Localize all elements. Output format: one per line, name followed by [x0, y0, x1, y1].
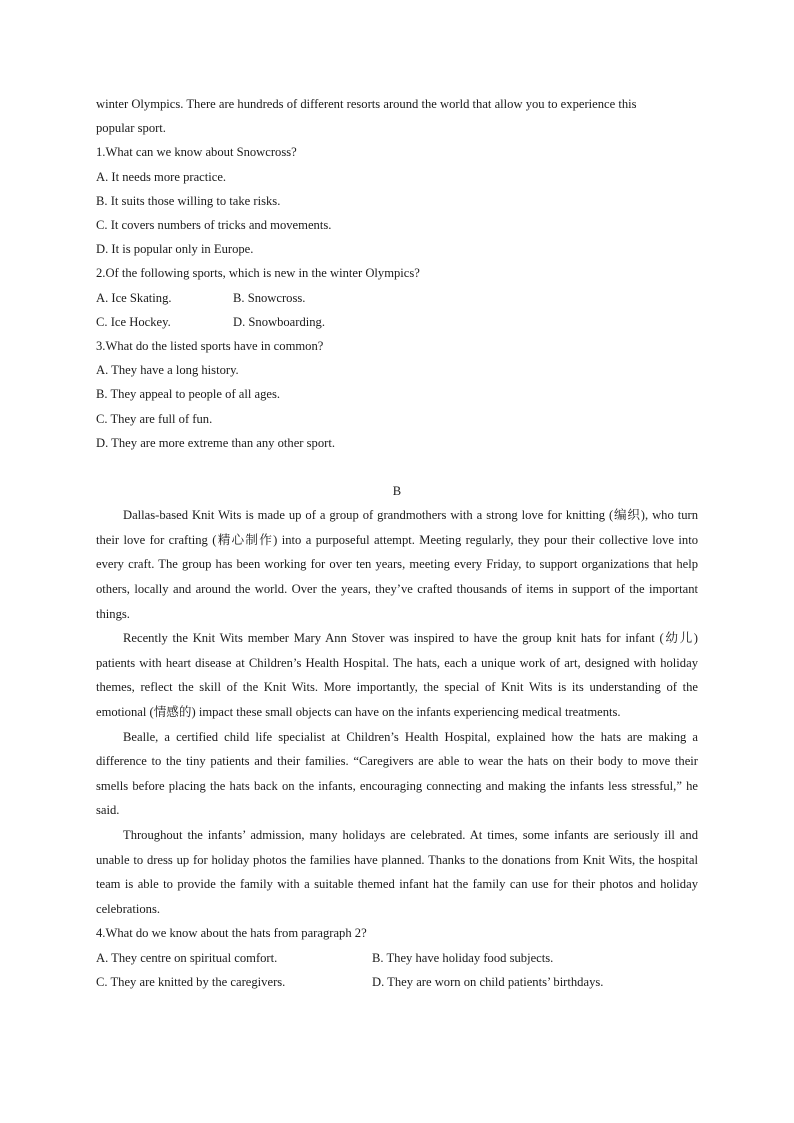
question-4-option-d: D. They are worn on child patients’ birthdays. — [372, 974, 604, 989]
question-4-options-row-2 — [96, 970, 698, 994]
section-b-paragraph-4: Throughout the infants’ admission, many holidays are celebrated. At times, some infants are seriously ill and unable to dress up for holiday photos the families have planned. Thanks to the donations from Knit Wits, the hospital team is able to provide the family with a suitable themed infant hat the family can use for their photos and holiday celebrations. — [96, 827, 698, 916]
question-1-option-b: B. It suits those willing to take risks. — [96, 193, 281, 208]
question-2-option-a: A. Ice Skating. — [96, 290, 172, 305]
question-2-options-row-2 — [96, 310, 698, 334]
question-4-option-b: B. They have holiday food subjects. — [372, 950, 554, 965]
intro-line-2: popular sport. — [96, 121, 166, 136]
question-2-option-b: B. Snowcross. — [233, 290, 306, 305]
question-4-options-row-1 — [96, 946, 698, 970]
question-4-stem: 4.What do we know about the hats from paragraph 2? — [96, 926, 367, 941]
document-page — [96, 92, 698, 994]
question-3-option-d: D. They are more extreme than any other sport. — [96, 435, 335, 450]
question-3-stem: 3.What do the listed sports have in common? — [96, 339, 324, 354]
question-3-option-b: B. They appeal to people of all ages. — [96, 387, 281, 402]
question-2-option-d: D. Snowboarding. — [233, 314, 325, 329]
question-1-option-a: A. It needs more practice. — [96, 169, 227, 184]
question-1-option-d: D. It is popular only in Europe. — [96, 242, 254, 257]
section-b-paragraph-3: Bealle, a certified child life specialist at Children’s Health Hospital, explained how the hats are making a difference to the tiny patients and their families. “Caregivers are able to wear the hats on their body to move their smells before placing the hats back on the infants, encouraging connecting and making the infants less stressful,” he said. — [96, 729, 698, 818]
question-3-option-a: A. They have a long history. — [96, 363, 239, 378]
question-2-stem: 2.Of the following sports, which is new in the winter Olympics? — [96, 266, 420, 281]
question-3-option-c: C. They are full of fun. — [96, 411, 213, 426]
question-1-stem: 1.What can we know about Snowcross? — [96, 145, 297, 160]
intro-line-1: winter Olympics. There are hundreds of different resorts around the world that allow you to experience this — [96, 97, 637, 111]
section-b-paragraph-2: Recently the Knit Wits member Mary Ann Stover was inspired to have the group knit hats for infant (幼儿) patients with heart disease at Children’s Health Hospital. The hats, each a unique work of art, designed with holiday themes, reflect the skill of the Knit Wits. More importantly, the special of Knit Wits is its understanding of the emotional (情感的) impact these small objects can have on the infants experiencing medical treatments. — [96, 631, 698, 719]
question-4-option-c: C. They are knitted by the caregivers. — [96, 974, 286, 989]
question-2-options-row-1 — [96, 286, 698, 310]
question-1-option-c: C. It covers numbers of tricks and movements. — [96, 218, 332, 233]
question-4-option-a: A. They centre on spiritual comfort. — [96, 950, 278, 965]
question-2-option-c: C. Ice Hockey. — [96, 314, 171, 329]
section-b-paragraph-1: Dallas-based Knit Wits is made up of a group of grandmothers with a strong love for knitting (编织), who turn their love for crafting (精心制作) into a purposeful attempt. Meeting regularly, they pour their collective love into every craft. The group has been working for over ten years, meeting every Friday, to support organizations that help others, locally and around the world. Over the years, they’ve crafted thousands of items in support of the important things. — [96, 508, 698, 621]
section-b-title: B — [392, 484, 402, 499]
